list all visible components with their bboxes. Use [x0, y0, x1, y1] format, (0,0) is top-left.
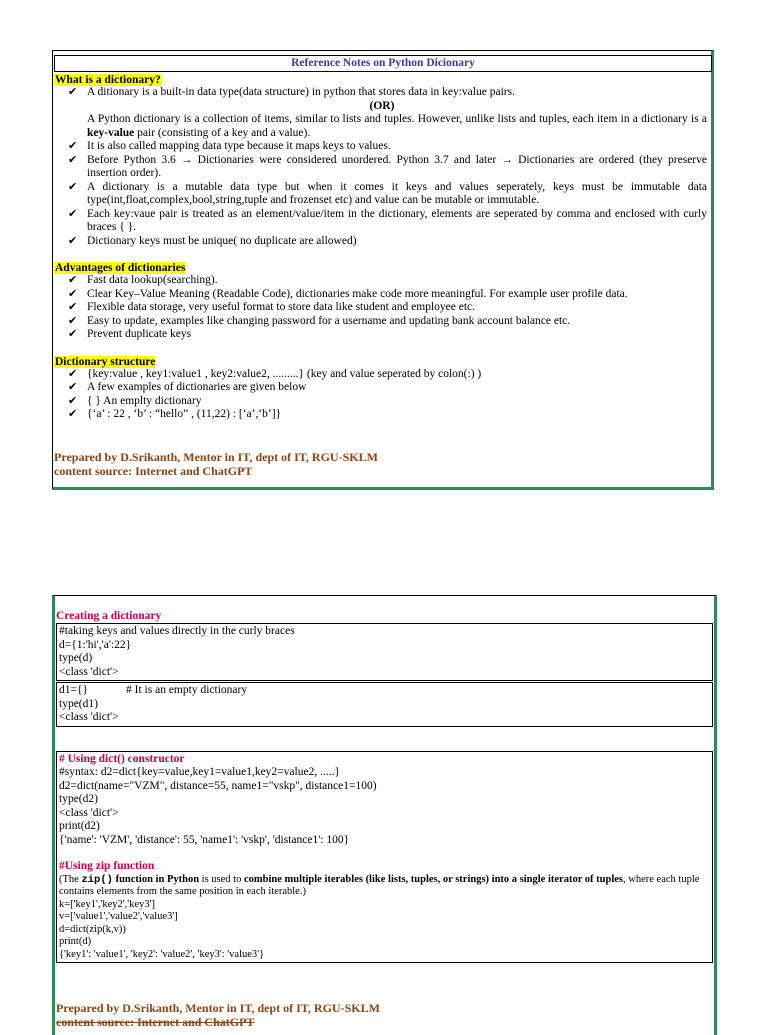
- author-credit: Prepared by D.Srikanth, Mentor in IT, dept of IT, RGU-SKLM: [54, 449, 378, 464]
- check-icon: ✔: [68, 287, 78, 300]
- list-item: ✔ Flexible data storage, very useful format to store data like student and employee etc.: [68, 301, 475, 313]
- page-1: [52, 50, 714, 490]
- author-credit: Prepared by D.Srikanth, Mentor in IT, dept of IT, RGU-SKLM: [56, 1001, 380, 1015]
- list-item: ✔ A few examples of dictionaries are given below: [68, 381, 307, 393]
- subsection-heading: #Using zip function: [59, 860, 155, 872]
- section-heading: Advantages of dictionaries: [55, 262, 186, 274]
- check-icon: ✔: [68, 381, 78, 393]
- check-icon: ✔: [68, 86, 78, 98]
- check-icon: ✔: [68, 367, 78, 380]
- check-icon: ✔: [68, 234, 78, 247]
- check-icon: ✔: [68, 301, 78, 313]
- list-item: ✔ Each key:vaue pair is treated as an element/value/item in the dictionary, elements are seperated by comma and enclosed with curly braces { }.: [68, 207, 707, 233]
- list-item: ✔ A ditionary is a built-in data type(data structure) in python that stores data in key:value pairs.: [68, 86, 515, 98]
- subsection-heading: # Using dict() constructor: [59, 752, 185, 765]
- section-structure: [53, 356, 711, 422]
- section-advantages: [53, 262, 711, 342]
- list-item: ✔ Easy to update, examples like changing password for a username and updating bank account balance etc.: [68, 314, 571, 327]
- or-separator: (OR): [369, 99, 395, 112]
- section-heading: Dictionary structure: [55, 355, 156, 368]
- content-source: content source: Internet and ChatGPT: [56, 1015, 255, 1029]
- list-item: ✔ Prevent duplicate keys: [68, 328, 192, 340]
- list-item: ✔ A dictionary is a mutable data type but when it comes it keys and values seperately, keys must be immutable data type(int,float,complex,bool,string,tuple and frozenset etc) and value can be mutable or immutable.: [68, 180, 707, 206]
- bullet-list: [53, 86, 711, 100]
- bullet-list: [53, 140, 711, 248]
- code-box-curly: #taking keys and values directly in the curly braces d={1:'hi','a':22} type(d) <class 'dict'>: [56, 623, 713, 681]
- check-icon: ✔: [68, 314, 78, 327]
- alt-definition: A Python dictionary is a collection of items, similar to lists and tuples. However, unlike lists and tuples, each item in a dictionary is a key-value pair (consisting of a key and a value).: [87, 113, 707, 139]
- check-icon: ✔: [68, 328, 78, 340]
- check-icon: ✔: [68, 140, 78, 152]
- check-icon: ✔: [68, 274, 78, 286]
- check-icon: ✔: [68, 180, 78, 193]
- code-box-constructor: # Using dict() constructor #syntax: d2=dict{key=value,key1=value1,key2=value2, .....} d2=dict(name="VZM", distance=55, name1="vskp", distance1=100) type(d2) <class 'dict'> print(d2) {'name': 'VZM', 'distance': 55, 'name1': 'vskp', 'distance1': 100} #Using zip function (The zip() function in Python is used to combine multiple iterables (like lists, tuples, or strings) into a single iterator of tuples, where each tuple contains elements from the same position in each iterable.) k=['key1','key2','key3'] v=['value1','value2','value3'] d=dict(zip(k,v)) print(d) {'key1': 'value1', 'key2': 'value2', 'key3': 'value3'}: [56, 751, 713, 964]
- list-item: ✔ Before Python 3.6 → Dictionaries were considered unordered. Python 3.7 and later → Dictionaries are ordered (they preserve insertion order).: [68, 153, 707, 179]
- section-what-is: [53, 74, 711, 248]
- section-heading: Creating a dictionary: [56, 610, 162, 622]
- check-icon: ✔: [68, 394, 78, 407]
- list-item: ✔ {‘a’ : 22 , ‘b’ : “hello” , (11,22) : [‘a’,‘b’]}: [68, 408, 282, 420]
- page-2: [52, 595, 717, 1035]
- list-item: ✔ It is also called mapping data type because it maps keys to values.: [68, 140, 391, 152]
- bullet-list: [53, 368, 711, 422]
- list-item: ✔ Fast data lookup(searching).: [68, 274, 218, 286]
- list-item: ✔ Clear Key–Value Meaning (Readable Code), dictionaries make code more meaningful. For example user profile data.: [68, 287, 628, 300]
- check-icon: ✔: [68, 153, 78, 166]
- code-box-empty: d1={} # It is an empty dictionary type(d1) <class 'dict'>: [56, 682, 713, 727]
- content-source: content source: Internet and ChatGPT: [54, 463, 253, 478]
- list-item: ✔ { } An emplty dictionary: [68, 394, 202, 407]
- bullet-list: [53, 274, 711, 342]
- check-icon: ✔: [68, 207, 78, 220]
- check-icon: ✔: [68, 408, 78, 420]
- page-title: Reference Notes on Python Dicionary: [54, 55, 712, 72]
- list-item: ✔ Dictionary keys must be unique( no duplicate are allowed): [68, 234, 357, 247]
- section-heading: What is a dictionary?: [55, 74, 161, 86]
- list-item: ✔ {key:value , key1:value1 , key2:value2, .........} (key and value seperated by colon(:) ): [68, 367, 482, 380]
- zip-description: (The zip() function in Python is used to combine multiple iterables (like lists, tuples, or strings) into a single iterator of tuples, where each tuple contains elements from the same position in each iterable.): [59, 873, 700, 897]
